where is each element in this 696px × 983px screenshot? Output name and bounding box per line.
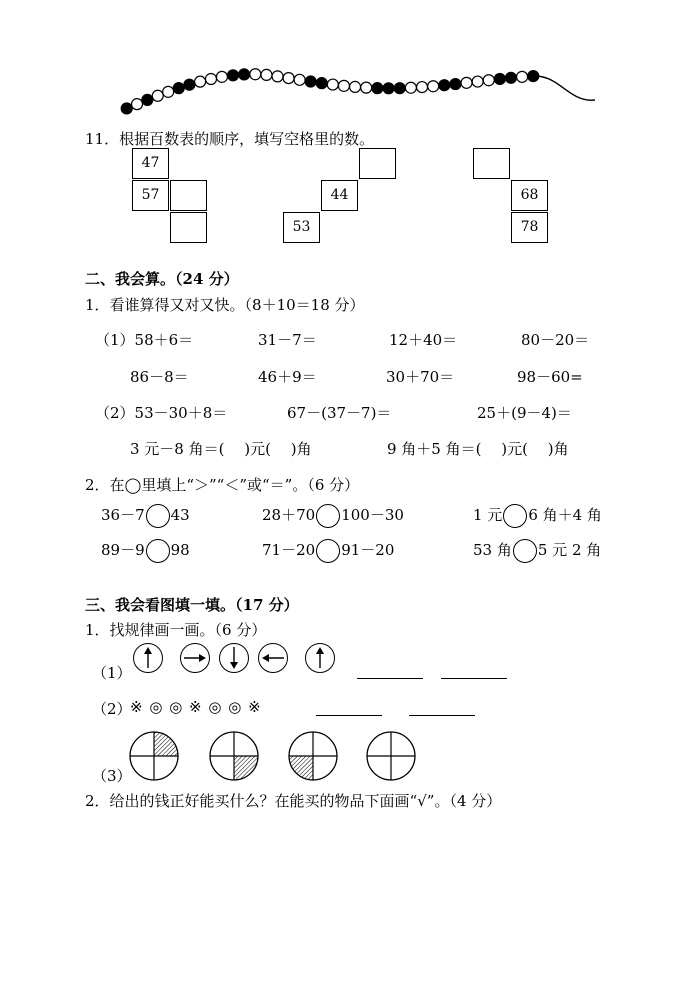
calc-item: 12＋40＝ (389, 331, 458, 349)
light-bead (428, 81, 439, 92)
grid-cell-blank[interactable] (473, 148, 510, 179)
light-bead (163, 86, 174, 97)
compare-item: 71－20 91－20 (262, 539, 394, 563)
dark-bead (142, 94, 153, 105)
dark-bead (239, 69, 250, 80)
compare-circle[interactable] (316, 504, 340, 528)
light-bead (216, 71, 227, 82)
arrow-right-circle-icon (180, 643, 210, 673)
light-bead (361, 82, 372, 93)
calc-item: 3 元－8 角＝( )元( )角 (130, 440, 312, 458)
compare-item: 28＋70 100－30 (262, 504, 404, 528)
arrow-up-circle-icon (133, 643, 163, 673)
grid-cell[interactable]: 47 (132, 148, 169, 179)
light-bead (261, 69, 272, 80)
section3-part2-title: 2．给出的钱正好能买什么？在能买的物品下面画“√”。（4 分） (85, 792, 502, 810)
light-bead (483, 75, 494, 86)
dark-bead (173, 83, 184, 94)
grid-cell[interactable]: 78 (511, 212, 548, 243)
answer-blank[interactable] (316, 715, 382, 716)
pattern2-label: （2） (92, 700, 132, 718)
calc-item: 86－8＝ (130, 368, 189, 386)
compare-circle[interactable] (503, 504, 527, 528)
light-bead (294, 74, 305, 85)
compare-item: 53 角 5 元 2 角 (473, 539, 601, 563)
calc-item: 9 角＋5 角＝( )元( )角 (387, 440, 569, 458)
calc-item: （1）58＋6＝ (95, 331, 194, 349)
answer-blank[interactable] (441, 678, 507, 679)
section3-part1-title: 1．找规律画一画。（6 分） (85, 621, 267, 639)
section3-heading: 三、我会看图填一填。（17 分） (85, 596, 299, 614)
dark-bead (305, 76, 316, 87)
quarter-circles (128, 730, 428, 782)
light-bead (195, 76, 206, 87)
calc-item: 25＋(9－4)＝ (477, 404, 572, 422)
pattern2-symbols: ※ ◎ ◎ ※ ◎ ◎ ※ (130, 698, 262, 716)
grid-cell-blank[interactable] (170, 212, 207, 243)
dark-bead (372, 83, 383, 94)
dark-bead (494, 73, 505, 84)
grid-cell[interactable]: 53 (283, 212, 320, 243)
dark-bead (184, 79, 195, 90)
dark-bead (439, 80, 450, 91)
light-bead (350, 81, 361, 92)
dark-bead (505, 72, 516, 83)
quarter-circle-2 (210, 732, 258, 780)
compare-circle[interactable] (513, 539, 537, 563)
pattern3-label: （3） (92, 767, 132, 785)
compare-circle[interactable] (146, 539, 170, 563)
grid-cell-blank[interactable] (359, 148, 396, 179)
arrow-left-circle-icon (258, 643, 288, 673)
grid-cell[interactable]: 57 (132, 180, 169, 211)
light-bead (472, 76, 483, 87)
arrow-up-circle-icon (305, 643, 335, 673)
light-bead (461, 77, 472, 88)
dark-bead (121, 103, 132, 114)
light-bead (205, 74, 216, 85)
light-bead (417, 82, 428, 93)
light-bead (283, 73, 294, 84)
section2-heading: 二、我会算。（24 分） (85, 270, 239, 288)
quarter-circle-1 (130, 732, 178, 780)
calc-item: 31－7＝ (258, 331, 317, 349)
calc-item: （2）53－30＋8＝ (95, 404, 228, 422)
dark-bead (528, 71, 539, 82)
calc-item: 98－60= (517, 368, 583, 386)
section2-part2-title: 2．在◯里填上“＞”“＜”或“＝”。（6 分） (85, 476, 360, 494)
light-bead (250, 69, 261, 80)
dark-bead (450, 79, 461, 90)
arrow-down-circle-icon (219, 643, 249, 673)
dark-bead (316, 78, 327, 89)
compare-item: 36－7 43 (101, 504, 190, 528)
grid-cell[interactable]: 44 (321, 180, 358, 211)
calc-item: 80－20＝ (521, 331, 590, 349)
compare-circle[interactable] (146, 504, 170, 528)
light-bead (152, 90, 163, 101)
compare-item: 1 元 6 角＋4 角 (473, 504, 602, 528)
dark-bead (383, 83, 394, 94)
light-bead (517, 71, 528, 82)
light-bead (131, 99, 142, 110)
quarter-circle-4-blank (367, 732, 415, 780)
answer-blank[interactable] (357, 678, 423, 679)
grid-cell[interactable]: 68 (511, 180, 548, 211)
light-bead (405, 82, 416, 93)
quarter-circle-3 (289, 732, 337, 780)
grid-cell-blank[interactable] (170, 180, 207, 211)
light-bead (327, 79, 338, 90)
light-bead (338, 80, 349, 91)
compare-item: 89－9 98 (101, 539, 190, 563)
light-bead (272, 71, 283, 82)
dark-bead (394, 83, 405, 94)
pattern1-label: （1） (92, 664, 132, 682)
section2-part1-title: 1．看谁算得又对又快。（8＋10＝18 分） (85, 296, 365, 314)
dark-bead (228, 70, 239, 81)
calc-item: 46＋9＝ (258, 368, 317, 386)
bead-string-illustration (115, 58, 600, 118)
compare-circle[interactable] (316, 539, 340, 563)
q11-title: 11．根据百数表的顺序，填写空格里的数。 (85, 130, 375, 148)
calc-item: 67－(37－7)＝ (287, 404, 392, 422)
answer-blank[interactable] (409, 715, 475, 716)
calc-item: 30＋70＝ (386, 368, 455, 386)
